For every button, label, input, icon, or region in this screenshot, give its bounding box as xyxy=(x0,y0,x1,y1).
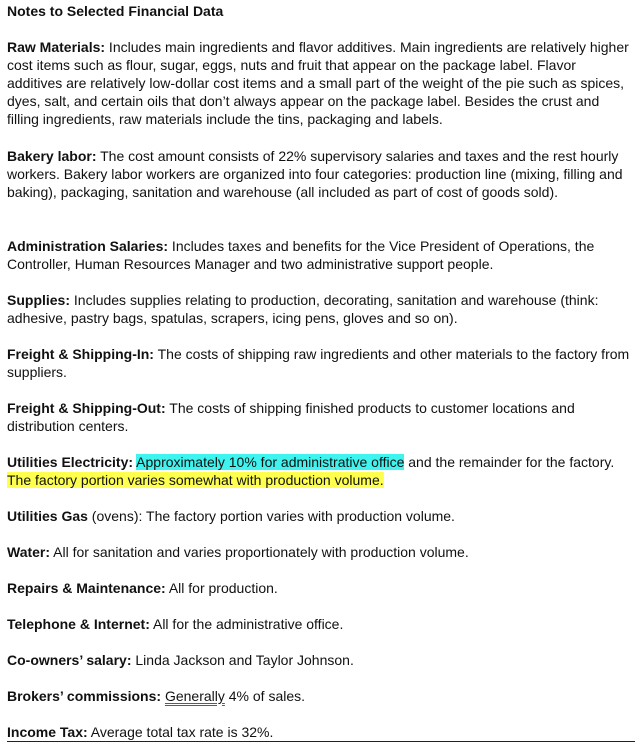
note-label: Repairs & Maintenance: xyxy=(7,580,166,596)
note-label: Brokers’ commissions: xyxy=(7,688,162,704)
note-text: Includes supplies relating to production, decorating, sanitation and warehouse (think: adhesive, pastry bags, spatulas, scrapers, icing pens, gloves and so on). xyxy=(7,292,599,326)
note-label: Utilities Gas xyxy=(7,508,88,524)
note-text: All for the administrative office. xyxy=(149,616,344,632)
note-freight-out xyxy=(7,399,635,435)
note-text: Includes main ingredients and flavor additives. Main ingredients are relatively higher cost items such as flour, sugar, eggs, nuts and fruit that appear on the package label. Flavor additives are relatively low-dollar cost items and a small part of the weight of the pie such as spices, dyes, salt, and certain oils that don’t always appear on the package label. Besides the crust and filling ingredients, raw materials include the tins, packaging and labels. xyxy=(7,39,629,127)
note-text: (ovens): The factory portion varies with production volume. xyxy=(87,508,455,524)
note-text: Average total tax rate is 32%. xyxy=(87,724,274,740)
note-text: All for sanitation and varies proportionately with production volume. xyxy=(50,544,469,560)
note-label: Co-owners’ salary: xyxy=(7,652,132,668)
note-text: Includes taxes and benefits for the Vice President of Operations, the Controller, Human Resources Manager and two administrative support people. xyxy=(7,238,595,272)
note-label: Freight & Shipping-Out: xyxy=(7,400,166,416)
note-label: Telephone & Internet: xyxy=(7,616,150,632)
note-text: Linda Jackson and Taylor Johnson. xyxy=(131,652,354,668)
highlight-yellow: The factory portion varies somewhat with production volume. xyxy=(7,472,384,488)
highlight-cyan: Approximately 10% for administrative office xyxy=(136,454,405,470)
document-title: Notes to Selected Financial Data xyxy=(7,3,224,19)
page-bottom-rule xyxy=(7,741,635,742)
note-brokers-commissions xyxy=(7,687,635,705)
note-bakery-labor xyxy=(7,147,635,201)
note-utilities-electricity xyxy=(7,453,635,489)
note-repairs-maintenance xyxy=(7,579,635,597)
note-label: Freight & Shipping-In: xyxy=(7,346,154,362)
note-raw-materials xyxy=(7,38,635,128)
note-text: 4% of sales. xyxy=(224,688,306,704)
note-label: Utilities Electricity: xyxy=(7,454,134,470)
note-administration-salaries xyxy=(7,237,635,273)
note-label: Supplies: xyxy=(7,292,71,308)
note-text: All for production. xyxy=(165,580,278,596)
note-label: Bakery labor: xyxy=(7,148,97,164)
note-text: and the remainder for the factory. xyxy=(404,454,615,470)
spellcheck-flagged-word[interactable]: Generally xyxy=(164,688,225,704)
note-coowners-salary xyxy=(7,651,635,669)
note-supplies xyxy=(7,291,635,327)
note-label: Income Tax: xyxy=(7,724,88,740)
note-income-tax xyxy=(7,723,635,741)
note-telephone-internet xyxy=(7,615,635,633)
note-text: The costs of shipping raw ingredients and other materials to the factory from suppliers. xyxy=(7,346,630,380)
note-label: Water: xyxy=(7,544,51,560)
note-utilities-gas xyxy=(7,507,635,525)
note-label: Raw Materials: xyxy=(7,39,106,55)
note-freight-in xyxy=(7,345,635,381)
note-text: The costs of shipping finished products to customer locations and distribution centers. xyxy=(7,400,575,434)
note-text: The cost amount consists of 22% supervisory salaries and taxes and the rest hourly workers. Bakery labor workers are organized into four categories: production line (mixing, filling and baking), packaging, sanitation and warehouse (all included as part of cost of goods sold). xyxy=(7,148,623,200)
note-label: Administration Salaries: xyxy=(7,238,169,254)
note-water xyxy=(7,543,635,561)
